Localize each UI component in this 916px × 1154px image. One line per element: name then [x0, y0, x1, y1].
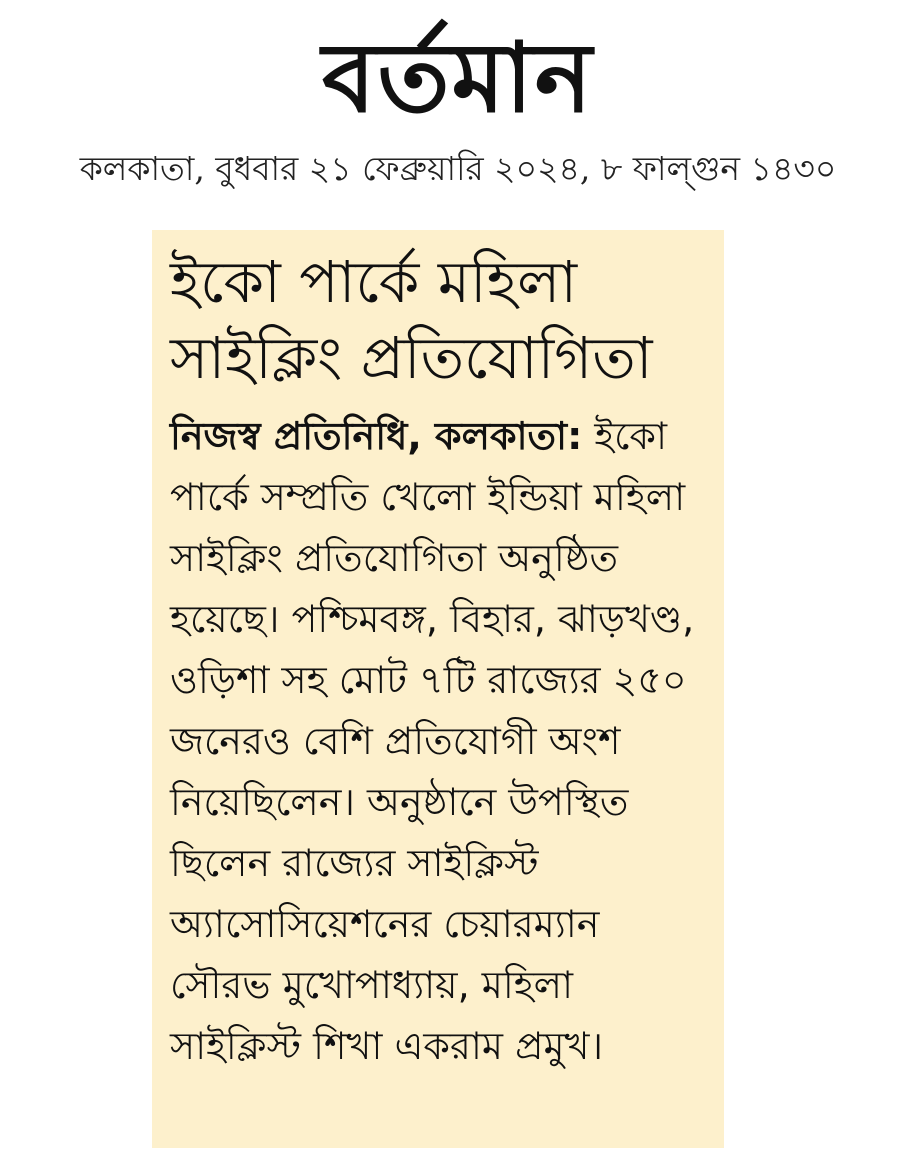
headline-line-1: ইকো পার্কে মহিলা	[170, 248, 578, 316]
headline-line-2: সাইক্লিং প্রতিযোগিতা	[170, 324, 653, 392]
article-body-text: ইকো পার্কে সম্প্রতি খেলো ইন্ডিয়া মহিলা সাইক্লিং প্রতিযোগিতা অনুষ্ঠিত হয়েছে। পশ্চিমবঙ্গ, বিহার, ঝাড়খণ্ড, ওড়িশা সহ মোট ৭টি রাজ্যের ২৫০ জনেরও বেশি প্রতিযোগী অংশ নিয়েছিলেন। অনুষ্ঠানে উপস্থিত ছিলেন রাজ্যের সাইক্লিস্ট অ্যাসোসিয়েশনের চেয়ারম্যান সৌরভ মুখোপাধ্যায়, মহিলা সাইক্লিস্ট শিখা একরাম প্রমুখ।	[170, 414, 695, 1068]
article-headline	[170, 244, 710, 396]
article-byline: নিজস্ব প্রতিনিধি, কলকাতা:	[170, 414, 583, 458]
article-clipping	[152, 230, 724, 1148]
masthead-title: বর্তমান	[322, 22, 594, 134]
newspaper-masthead	[0, 18, 916, 138]
dateline: কলকাতা, বুধবার ২১ ফেব্রুয়ারি ২০২৪, ৮ ফাল্গুন ১৪৩০	[79, 149, 837, 188]
article-body	[170, 406, 710, 1077]
